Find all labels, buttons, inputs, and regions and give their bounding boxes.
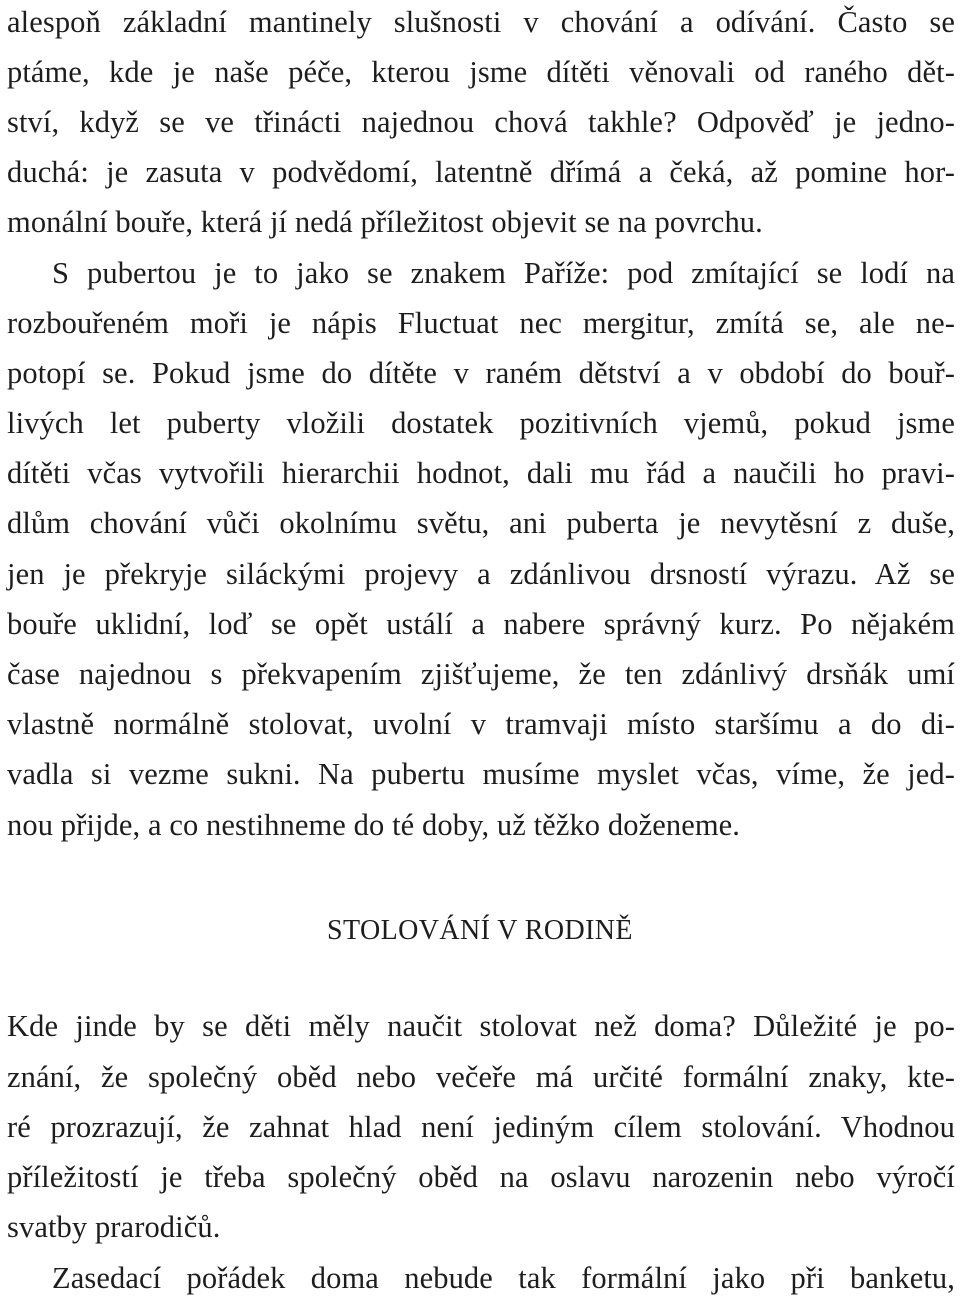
text-line: dlům chování vůči okolnímu světu, ani puberta je nevytěsní z duše, [7, 506, 955, 540]
text-line: jen je překryje siláckými projevy a zdánlivou drsností výrazu. Až se [7, 557, 955, 591]
section-heading: STOLOVÁNÍ V RODINĚ [327, 915, 633, 946]
text-line: vadla si vezme sukni. Na pubertu musíme myslet včas, víme, že jed- [7, 757, 955, 791]
text-line: duchá: je zasuta v podvědomí, latentně dřímá a čeká, až pomine hor- [7, 155, 955, 189]
text-line: Zasedací pořádek doma nebude tak formální jako při banketu, [52, 1261, 955, 1295]
text-line: znání, že společný oběd nebo večeře má určité formální znaky, kte- [7, 1060, 955, 1094]
text-line: příležitostí je třeba společný oběd na oslavu narozenin nebo výročí [7, 1160, 955, 1194]
text-line: ré prozrazují, že zahnat hlad není jediným cílem stolování. Vhodnou [7, 1110, 955, 1144]
text-line: ptáme, kde je naše péče, kterou jsme dítěti věnovali od raného dět- [7, 55, 955, 89]
text-line: ství, když se ve třinácti najednou chová takhle? Odpověď je jedno- [7, 105, 955, 139]
text-line: dítěti včas vytvořili hierarchii hodnot, dali mu řád a naučili ho pravi- [7, 456, 955, 490]
text-line: monální bouře, která jí nedá příležitost objevit se na povrchu. [7, 205, 763, 239]
text-line: livých let puberty vložili dostatek pozitivních vjemů, pokud jsme [7, 406, 955, 440]
text-line: svatby prarodičů. [7, 1210, 221, 1244]
text-line: potopí se. Pokud jsme do dítěte v raném dětství a v období do bouř- [7, 356, 955, 390]
text-line: S pubertou je to jako se znakem Paříže: pod zmítající se lodí na [52, 256, 955, 290]
text-line: alespoň základní mantinely slušnosti v chování a odívání. Často se [7, 5, 955, 39]
text-line: čase najednou s překvapením zjišťujeme, že ten zdánlivý drsňák umí [7, 657, 955, 691]
text-line: Kde jinde by se děti měly naučit stolovat než doma? Důležité je po- [7, 1009, 955, 1043]
text-line: nou přijde, a co nestihneme do té doby, už těžko doženeme. [7, 808, 741, 842]
text-line: vlastně normálně stolovat, uvolní v tramvaji místo staršímu a do di- [7, 707, 955, 741]
text-line: rozbouřeném moři je nápis Fluctuat nec mergitur, zmítá se, ale ne- [7, 306, 955, 340]
text-line: bouře uklidní, loď se opět ustálí a nabere správný kurz. Po nějakém [7, 607, 955, 641]
